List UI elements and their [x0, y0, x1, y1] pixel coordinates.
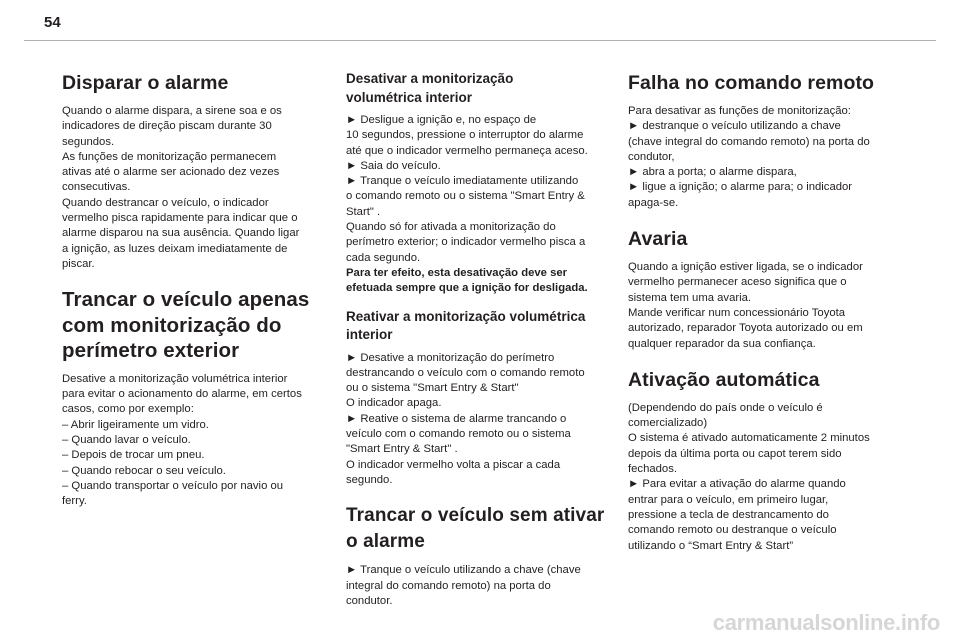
paragraph-deactivate-volumetric: ► Desligue a ignição e, no espaço de 10 segundos, pressione o interruptor do alarme até que o indicador vermelho permaneça aceso. ► Saia do veículo. ► Tranque o veículo imediatamente utilizando o comando remoto ou o sistema "Smart Entry & Start" . Quando só for ativada a monitorização do perímetro exterior; o indicador vermelho pisca a cada segundo. [346, 114, 588, 264]
heading-fault: Avaria [628, 228, 688, 251]
warning-deactivate-volumetric: Para ter efeito, esta desativação deve ser efetuada sempre que a ignição for desligada. [346, 266, 588, 295]
column-middle [346, 70, 621, 609]
heading-deactivate-volumetric: Desativar a monitorização volumétrica interior [346, 71, 514, 105]
paragraph-remote-failure: Para desativar as funções de monitorização: ► destranque o veículo utilizando a chave (chave integral do comando remoto) na porta do condutor, ► abra a porta; o alarme dispara, ► ligue a ignição; o alarme para; o indicador apaga-se. [628, 105, 870, 209]
column-left [62, 70, 332, 509]
watermark: carmanualsonline.info [712, 610, 940, 635]
paragraph-lock-without-alarm: ► Tranque o veículo utilizando a chave (chave integral do comando remoto) na porta do condutor. [346, 564, 581, 607]
heading-lock-perimeter-only: Trancar o veículo apenas com monitorização do perímetro exterior [62, 288, 310, 363]
heading-reactivate-volumetric: Reativar a monitorização volumétrica interior [346, 308, 586, 343]
header-divider [24, 40, 936, 41]
heading-automatic-activation: Ativação automática [628, 368, 820, 391]
column-right [628, 70, 898, 554]
paragraph-lock-perimeter-only: Desative a monitorização volumétrica interior para evitar o acionamento do alarme, em certos casos, como por exemplo: – Abrir ligeiramente um vidro. – Quando lavar o veículo. – Depois de trocar um pneu. – Quando rebocar o seu veículo. – Quando transportar o veículo por navio ou ferry. [62, 372, 302, 508]
paragraph-reactivate-volumetric: ► Desative a monitorização do perímetro destrancando o veículo com o comando remoto ou o sistema "Smart Entry & Start" O indicador apaga. ► Reative o sistema de alarme trancando o veículo com o comando remoto ou o sistema "Smart Entry & Start" . O indicador vermelho volta a piscar a cada segundo. [346, 351, 585, 486]
heading-remote-failure: Falha no comando remoto [628, 72, 875, 94]
heading-trigger-alarm: Disparar o alarme [62, 72, 229, 94]
page-number: 54 [44, 14, 61, 31]
heading-lock-without-alarm: Trancar o veículo sem ativar o alarme [346, 505, 605, 553]
paragraph-fault: Quando a ignição estiver ligada, se o indicador vermelho permanecer aceso significa que o sistema tem uma avaria. Mande verificar num concessionário Toyota autorizado, reparador Toyota autorizado ou em qualquer reparador da sua confiança. [628, 261, 863, 350]
paragraph-automatic-activation: (Dependendo do país onde o veículo é comercializado) O sistema é ativado automaticamente 2 minutos depois da última porta ou capot terem sido fechados. ► Para evitar a ativação do alarme quando entrar para o veículo, em primeiro lugar, pressione a tecla de destrancamento do comando remoto ou destranque o veículo utilizando o “Smart Entry & Start” [628, 401, 870, 552]
paragraph-trigger-alarm: Quando o alarme dispara, a sirene soa e os indicadores de direção piscam durante 30 segundos. As funções de monitorização permanecem ativas até o alarme ser acionado dez vezes consecutivas. Quando destrancar o veículo, o indicador vermelho pisca rapidamente para indicar que o alarme disparou na sua ausência. Quando ligar a ignição, as luzes deixam imediatamente de piscar. [62, 105, 300, 270]
